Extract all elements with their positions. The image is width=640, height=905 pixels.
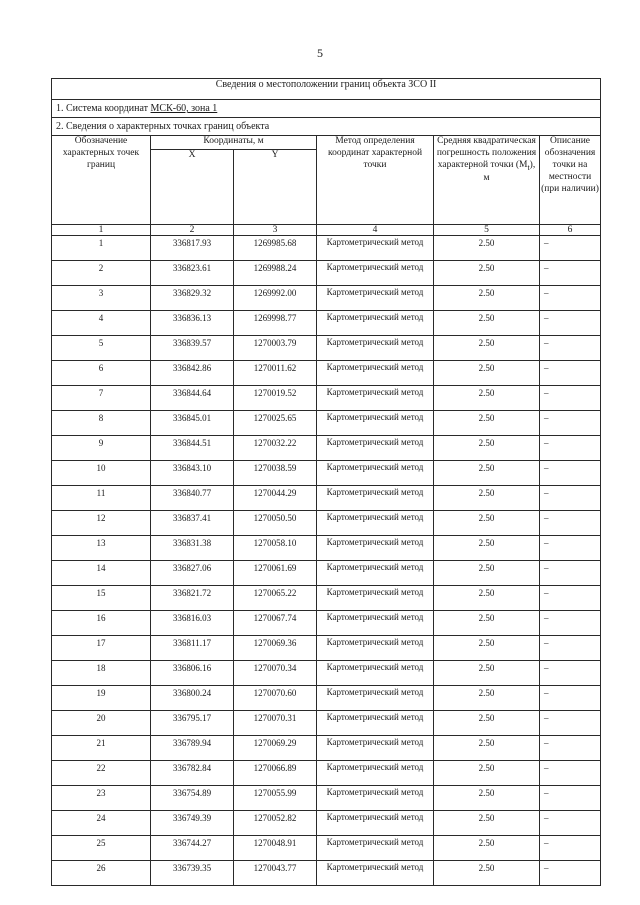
header-description: Описание обозначения точки на местности (при наличии) bbox=[540, 136, 601, 225]
table-row bbox=[52, 786, 601, 811]
description: – bbox=[540, 786, 601, 811]
coord-x: 336782.84 bbox=[151, 761, 234, 786]
method: Картометрический метод bbox=[317, 711, 434, 736]
description: – bbox=[540, 286, 601, 311]
table-row bbox=[52, 761, 601, 786]
coord-x: 336827.06 bbox=[151, 561, 234, 586]
method: Картометрический метод bbox=[317, 286, 434, 311]
point-number: 25 bbox=[52, 836, 151, 861]
method: Картометрический метод bbox=[317, 761, 434, 786]
coordinate-system bbox=[52, 100, 601, 118]
accuracy: 2.50 bbox=[434, 361, 540, 386]
table-row bbox=[52, 486, 601, 511]
description: – bbox=[540, 311, 601, 336]
description: – bbox=[540, 611, 601, 636]
table-row bbox=[52, 386, 601, 411]
coord-y: 1270032.22 bbox=[234, 436, 317, 461]
accuracy: 2.50 bbox=[434, 686, 540, 711]
table-row bbox=[52, 261, 601, 286]
point-number: 6 bbox=[52, 361, 151, 386]
accuracy: 2.50 bbox=[434, 711, 540, 736]
accuracy: 2.50 bbox=[434, 761, 540, 786]
column-number: 6 bbox=[540, 225, 601, 236]
coord-x: 336800.24 bbox=[151, 686, 234, 711]
accuracy: 2.50 bbox=[434, 461, 540, 486]
method: Картометрический метод bbox=[317, 736, 434, 761]
header-accuracy: Средняя квадратическая погрешность положения характерной точки $(M_t)$, м bbox=[434, 136, 540, 225]
description: – bbox=[540, 636, 601, 661]
table-row bbox=[52, 611, 601, 636]
table-row bbox=[52, 511, 601, 536]
accuracy: 2.50 bbox=[434, 786, 540, 811]
description: – bbox=[540, 561, 601, 586]
accuracy: 2.50 bbox=[434, 436, 540, 461]
accuracy: 2.50 bbox=[434, 286, 540, 311]
method: Картометрический метод bbox=[317, 661, 434, 686]
coord-x: 336842.86 bbox=[151, 361, 234, 386]
coord-y: 1270069.29 bbox=[234, 736, 317, 761]
coord-x: 336836.13 bbox=[151, 311, 234, 336]
coord-y: 1270061.69 bbox=[234, 561, 317, 586]
accuracy: 2.50 bbox=[434, 611, 540, 636]
table-row bbox=[52, 736, 601, 761]
coord-x: 336840.77 bbox=[151, 486, 234, 511]
description: – bbox=[540, 536, 601, 561]
table-row bbox=[52, 661, 601, 686]
table-row bbox=[52, 536, 601, 561]
method: Картометрический метод bbox=[317, 861, 434, 886]
point-number: 9 bbox=[52, 436, 151, 461]
point-number: 17 bbox=[52, 636, 151, 661]
point-number: 18 bbox=[52, 661, 151, 686]
coord-y: 1270069.36 bbox=[234, 636, 317, 661]
accuracy: 2.50 bbox=[434, 636, 540, 661]
method: Картометрический метод bbox=[317, 636, 434, 661]
accuracy: 2.50 bbox=[434, 661, 540, 686]
coord-x: 336817.93 bbox=[151, 236, 234, 261]
coord-x: 336739.35 bbox=[151, 861, 234, 886]
coord-y: 1270070.34 bbox=[234, 661, 317, 686]
method: Картометрический метод bbox=[317, 486, 434, 511]
coord-x: 336821.72 bbox=[151, 586, 234, 611]
method: Картометрический метод bbox=[317, 261, 434, 286]
column-numbers-row bbox=[52, 225, 601, 236]
column-number: 5 bbox=[434, 225, 540, 236]
coord-x: 336843.10 bbox=[151, 461, 234, 486]
method: Картометрический метод bbox=[317, 436, 434, 461]
coord-y: 1270048.91 bbox=[234, 836, 317, 861]
point-number: 8 bbox=[52, 411, 151, 436]
coord-y: 1270043.77 bbox=[234, 861, 317, 886]
coord-y: 1269998.77 bbox=[234, 311, 317, 336]
point-number: 21 bbox=[52, 736, 151, 761]
point-number: 24 bbox=[52, 811, 151, 836]
column-number: 3 bbox=[234, 225, 317, 236]
table-row bbox=[52, 686, 601, 711]
table-row bbox=[52, 836, 601, 861]
coord-y: 1270052.82 bbox=[234, 811, 317, 836]
description: – bbox=[540, 736, 601, 761]
method: Картометрический метод bbox=[317, 336, 434, 361]
coord-x: 336837.41 bbox=[151, 511, 234, 536]
column-number: 1 bbox=[52, 225, 151, 236]
description: – bbox=[540, 861, 601, 886]
table-row bbox=[52, 586, 601, 611]
point-number: 10 bbox=[52, 461, 151, 486]
description: – bbox=[540, 436, 601, 461]
table-row bbox=[52, 311, 601, 336]
coord-x: 336839.57 bbox=[151, 336, 234, 361]
method: Картометрический метод bbox=[317, 536, 434, 561]
coord-y: 1270050.50 bbox=[234, 511, 317, 536]
coord-x: 336831.38 bbox=[151, 536, 234, 561]
coord-y: 1270055.99 bbox=[234, 786, 317, 811]
coord-y: 1270066.89 bbox=[234, 761, 317, 786]
table-row bbox=[52, 711, 601, 736]
coord-x: 336811.17 bbox=[151, 636, 234, 661]
description: – bbox=[540, 661, 601, 686]
description: – bbox=[540, 686, 601, 711]
point-number: 22 bbox=[52, 761, 151, 786]
header-method: Метод определения координат характерной точки bbox=[317, 136, 434, 225]
method: Картометрический метод bbox=[317, 411, 434, 436]
table-row bbox=[52, 236, 601, 261]
point-number: 19 bbox=[52, 686, 151, 711]
coord-y: 1270058.10 bbox=[234, 536, 317, 561]
table-row bbox=[52, 436, 601, 461]
coord-y: 1270011.62 bbox=[234, 361, 317, 386]
accuracy: 2.50 bbox=[434, 386, 540, 411]
description: – bbox=[540, 761, 601, 786]
table-row bbox=[52, 811, 601, 836]
point-number: 12 bbox=[52, 511, 151, 536]
coord-y: 1270019.52 bbox=[234, 386, 317, 411]
description: – bbox=[540, 836, 601, 861]
coord-y: 1269988.24 bbox=[234, 261, 317, 286]
coord-x: 336845.01 bbox=[151, 411, 234, 436]
coord-x: 336744.27 bbox=[151, 836, 234, 861]
accuracy: 2.50 bbox=[434, 736, 540, 761]
accuracy: 2.50 bbox=[434, 486, 540, 511]
point-number: 13 bbox=[52, 536, 151, 561]
coord-x: 336816.03 bbox=[151, 611, 234, 636]
table-row bbox=[52, 861, 601, 886]
method: Картометрический метод bbox=[317, 786, 434, 811]
coord-y: 1269985.68 bbox=[234, 236, 317, 261]
header-y: Y bbox=[234, 150, 317, 225]
description: – bbox=[540, 236, 601, 261]
point-number: 14 bbox=[52, 561, 151, 586]
point-number: 16 bbox=[52, 611, 151, 636]
description: – bbox=[540, 711, 601, 736]
coord-x: 336823.61 bbox=[151, 261, 234, 286]
point-number: 7 bbox=[52, 386, 151, 411]
point-number: 2 bbox=[52, 261, 151, 286]
accuracy: 2.50 bbox=[434, 311, 540, 336]
coord-y: 1270038.59 bbox=[234, 461, 317, 486]
table-row bbox=[52, 286, 601, 311]
point-number: 15 bbox=[52, 586, 151, 611]
page-number: 5 bbox=[317, 46, 323, 60]
coord-y: 1270025.65 bbox=[234, 411, 317, 436]
point-number: 1 bbox=[52, 236, 151, 261]
accuracy: 2.50 bbox=[434, 861, 540, 886]
point-number: 23 bbox=[52, 786, 151, 811]
coord-x: 336754.89 bbox=[151, 786, 234, 811]
method: Картометрический метод bbox=[317, 611, 434, 636]
description: – bbox=[540, 486, 601, 511]
coordinate-system-value: МСК-60, зона 1 bbox=[150, 103, 218, 114]
coord-x: 336789.94 bbox=[151, 736, 234, 761]
accuracy: 2.50 bbox=[434, 261, 540, 286]
coord-y: 1270044.29 bbox=[234, 486, 317, 511]
coord-y: 1270067.74 bbox=[234, 611, 317, 636]
header-point: Обозначение характерных точек границ bbox=[52, 136, 151, 225]
point-number: 3 bbox=[52, 286, 151, 311]
method: Картометрический метод bbox=[317, 236, 434, 261]
description: – bbox=[540, 461, 601, 486]
coord-y: 1270070.31 bbox=[234, 711, 317, 736]
accuracy: 2.50 bbox=[434, 511, 540, 536]
coord-x: 336795.17 bbox=[151, 711, 234, 736]
method: Картометрический метод bbox=[317, 386, 434, 411]
coord-x: 336844.51 bbox=[151, 436, 234, 461]
coord-x: 336749.39 bbox=[151, 811, 234, 836]
accuracy: 2.50 bbox=[434, 811, 540, 836]
table-row bbox=[52, 461, 601, 486]
accuracy: 2.50 bbox=[434, 836, 540, 861]
point-number: 20 bbox=[52, 711, 151, 736]
point-number: 26 bbox=[52, 861, 151, 886]
column-number: 2 bbox=[151, 225, 234, 236]
method: Картометрический метод bbox=[317, 686, 434, 711]
header-x: X bbox=[151, 150, 234, 225]
method: Картометрический метод bbox=[317, 461, 434, 486]
description: – bbox=[540, 811, 601, 836]
coord-y: 1269992.00 bbox=[234, 286, 317, 311]
description: – bbox=[540, 386, 601, 411]
accuracy: 2.50 bbox=[434, 536, 540, 561]
coord-y: 1270065.22 bbox=[234, 586, 317, 611]
header-coordinates: Координаты, м bbox=[151, 136, 317, 150]
coord-x: 336829.32 bbox=[151, 286, 234, 311]
point-number: 4 bbox=[52, 311, 151, 336]
description: – bbox=[540, 586, 601, 611]
accuracy: 2.50 bbox=[434, 586, 540, 611]
accuracy: 2.50 bbox=[434, 336, 540, 361]
accuracy: 2.50 bbox=[434, 236, 540, 261]
coord-y: 1270070.60 bbox=[234, 686, 317, 711]
method: Картометрический метод bbox=[317, 811, 434, 836]
accuracy: 2.50 bbox=[434, 561, 540, 586]
method: Картометрический метод bbox=[317, 311, 434, 336]
coord-x: 336806.16 bbox=[151, 661, 234, 686]
description: – bbox=[540, 511, 601, 536]
table-row bbox=[52, 636, 601, 661]
description: – bbox=[540, 261, 601, 286]
method: Картометрический метод bbox=[317, 361, 434, 386]
coordinate-system-label: 1. Система координат bbox=[56, 103, 151, 114]
column-number: 4 bbox=[317, 225, 434, 236]
point-number: 11 bbox=[52, 486, 151, 511]
coord-x: 336844.64 bbox=[151, 386, 234, 411]
table-row bbox=[52, 336, 601, 361]
table-row bbox=[52, 561, 601, 586]
boundary-points-table bbox=[51, 78, 601, 886]
point-number: 5 bbox=[52, 336, 151, 361]
description: – bbox=[540, 411, 601, 436]
method: Картометрический метод bbox=[317, 586, 434, 611]
description: – bbox=[540, 361, 601, 386]
coord-y: 1270003.79 bbox=[234, 336, 317, 361]
method: Картометрический метод bbox=[317, 511, 434, 536]
method: Картометрический метод bbox=[317, 561, 434, 586]
accuracy: 2.50 bbox=[434, 411, 540, 436]
table-row bbox=[52, 361, 601, 386]
table-row bbox=[52, 411, 601, 436]
method: Картометрический метод bbox=[317, 836, 434, 861]
table-title: Сведения о местоположении границ объекта ЗСО II bbox=[52, 79, 601, 100]
description: – bbox=[540, 336, 601, 361]
points-heading: 2. Сведения о характерных точках границ объекта bbox=[52, 118, 601, 136]
